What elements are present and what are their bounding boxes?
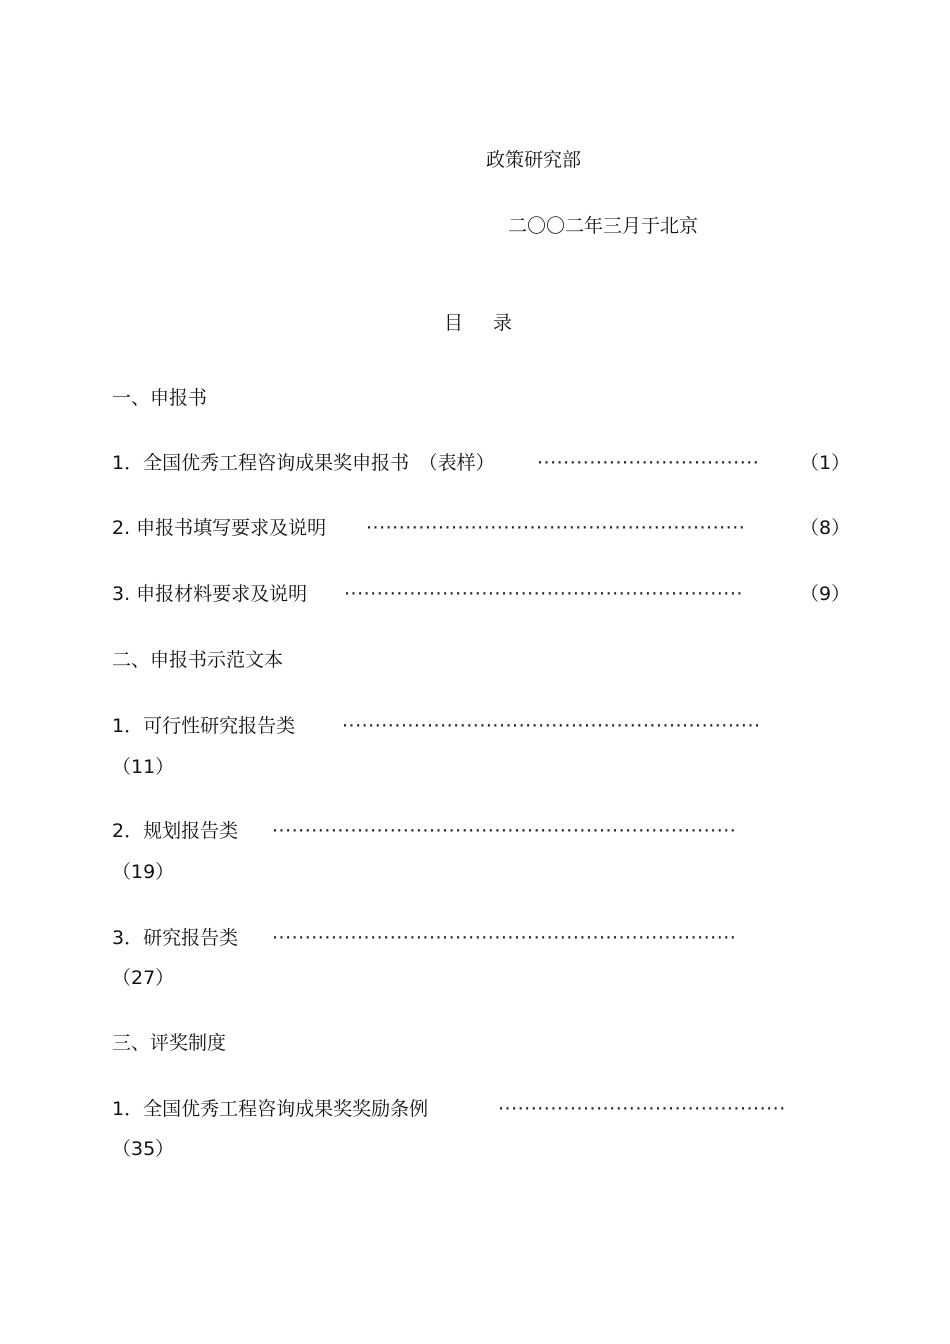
toc-entry-label: 2．规划报告类 bbox=[112, 820, 239, 842]
toc-entry-label: 1．可行性研究报告类 bbox=[112, 715, 296, 737]
toc-title: 目 录 bbox=[444, 312, 513, 334]
page-number: （9） bbox=[800, 583, 851, 605]
leader-dots: ·································· bbox=[537, 452, 760, 474]
leader-dots: ·························································· bbox=[366, 517, 746, 539]
section-heading: 一、申报书 bbox=[112, 387, 208, 409]
leader-dots: ····························································· bbox=[344, 583, 743, 605]
leader-dots: ············································ bbox=[498, 1098, 786, 1120]
toc-entry-label: 2. 申报书填写要求及说明 bbox=[112, 517, 327, 539]
toc-entry-label: 3. 申报材料要求及说明 bbox=[112, 583, 308, 605]
page-number: （27） bbox=[112, 967, 175, 989]
page-number: （1） bbox=[800, 452, 851, 474]
toc-entry-label: 1．全国优秀工程咨询成果奖申报书 （表样） bbox=[112, 452, 495, 474]
toc-entry-label: 1．全国优秀工程咨询成果奖奖励条例 bbox=[112, 1098, 429, 1120]
date-place: 二〇〇二年三月于北京 bbox=[508, 215, 699, 237]
toc-entry-label: 3．研究报告类 bbox=[112, 927, 239, 949]
page-number: （8） bbox=[800, 517, 851, 539]
page-number: （35） bbox=[112, 1138, 175, 1160]
page-number: （11） bbox=[112, 756, 175, 778]
leader-dots: ································································ bbox=[342, 715, 761, 737]
section-heading: 三、评奖制度 bbox=[112, 1032, 227, 1054]
leader-dots: ······································································· bbox=[272, 820, 737, 842]
department-name: 政策研究部 bbox=[486, 149, 582, 171]
page-number: （19） bbox=[112, 861, 175, 883]
leader-dots: ······································································· bbox=[272, 927, 737, 949]
section-heading: 二、申报书示范文本 bbox=[112, 649, 284, 671]
